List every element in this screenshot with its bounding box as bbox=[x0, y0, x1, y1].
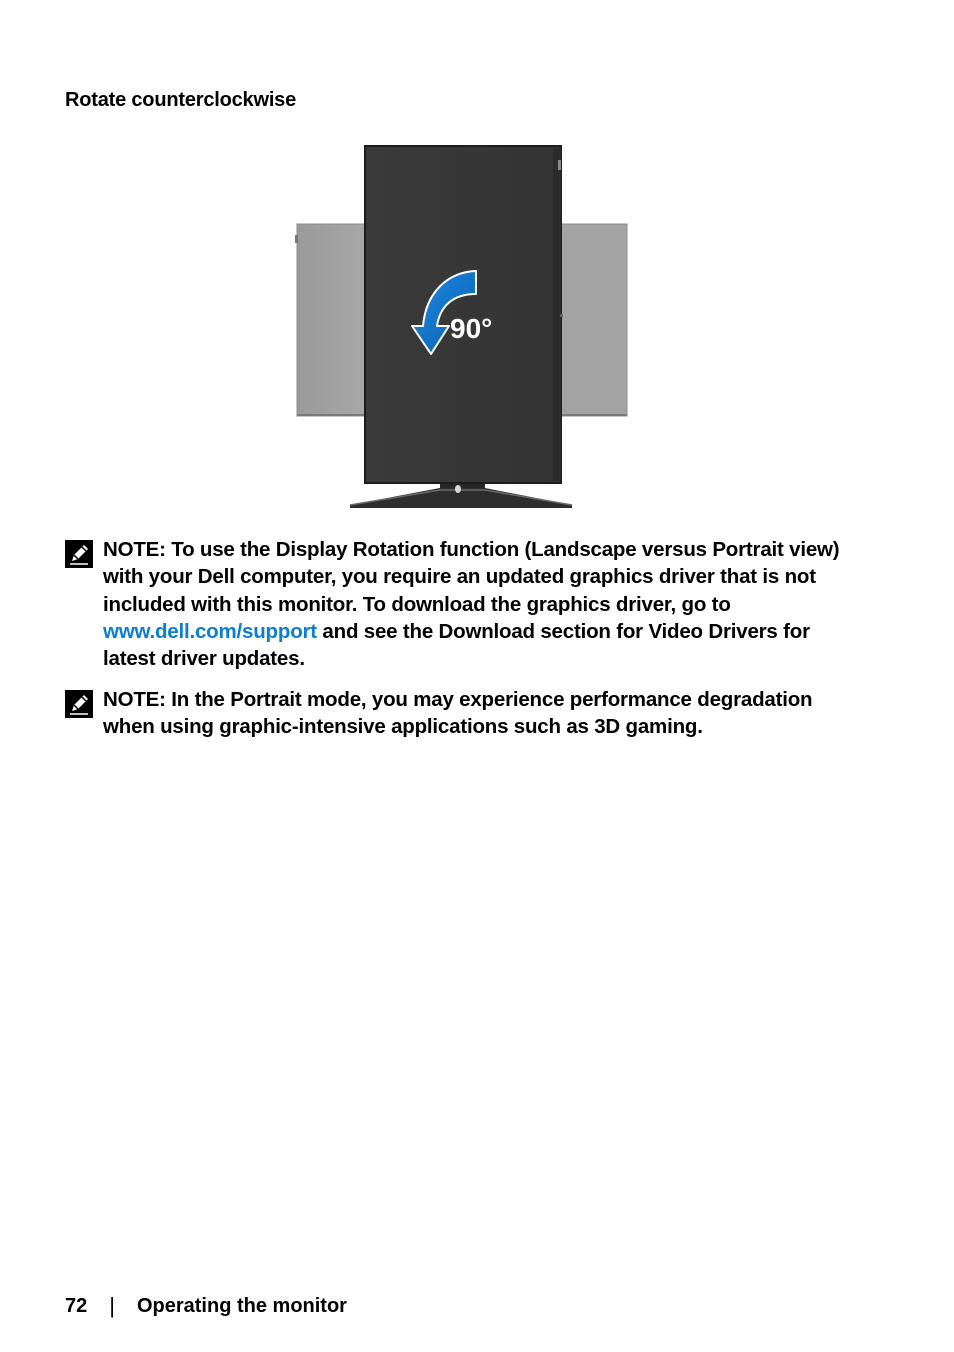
section-heading: Rotate counterclockwise bbox=[65, 89, 297, 111]
note-pencil-icon bbox=[65, 690, 93, 718]
ghost-monitor-right bbox=[560, 224, 627, 416]
note-display-rotation bbox=[65, 536, 865, 676]
note-text bbox=[103, 536, 863, 672]
footer-separator: | bbox=[109, 1293, 115, 1318]
ghost-monitor-left bbox=[297, 224, 369, 416]
rotation-degree-label: 90° bbox=[450, 313, 493, 344]
monitor-illustration bbox=[290, 140, 635, 515]
logo-icon bbox=[455, 485, 461, 493]
monitor-rotation-figure bbox=[290, 140, 635, 515]
page-number: 72 bbox=[65, 1294, 88, 1317]
note-text: NOTE: In the Portrait mode, you may experience performance degradation when using graphic-intensive applications such as 3D gaming. bbox=[103, 688, 813, 739]
note-portrait-performance bbox=[65, 686, 865, 776]
chapter-title: Operating the monitor bbox=[136, 1294, 347, 1317]
page-footer bbox=[65, 1293, 347, 1319]
note-text-after: and see the Download section for Video Drivers for latest driver updates. bbox=[103, 619, 810, 671]
note-text-before: NOTE: To use the Display Rotation function (Landscape versus Portrait view) with your Dell computer, you require an updated graphics driver that is not included with this monitor. To download the graphics driver, go to bbox=[103, 538, 840, 616]
dell-support-link[interactable]: www.dell.com/support bbox=[103, 619, 317, 643]
note-pencil-icon bbox=[65, 540, 93, 568]
